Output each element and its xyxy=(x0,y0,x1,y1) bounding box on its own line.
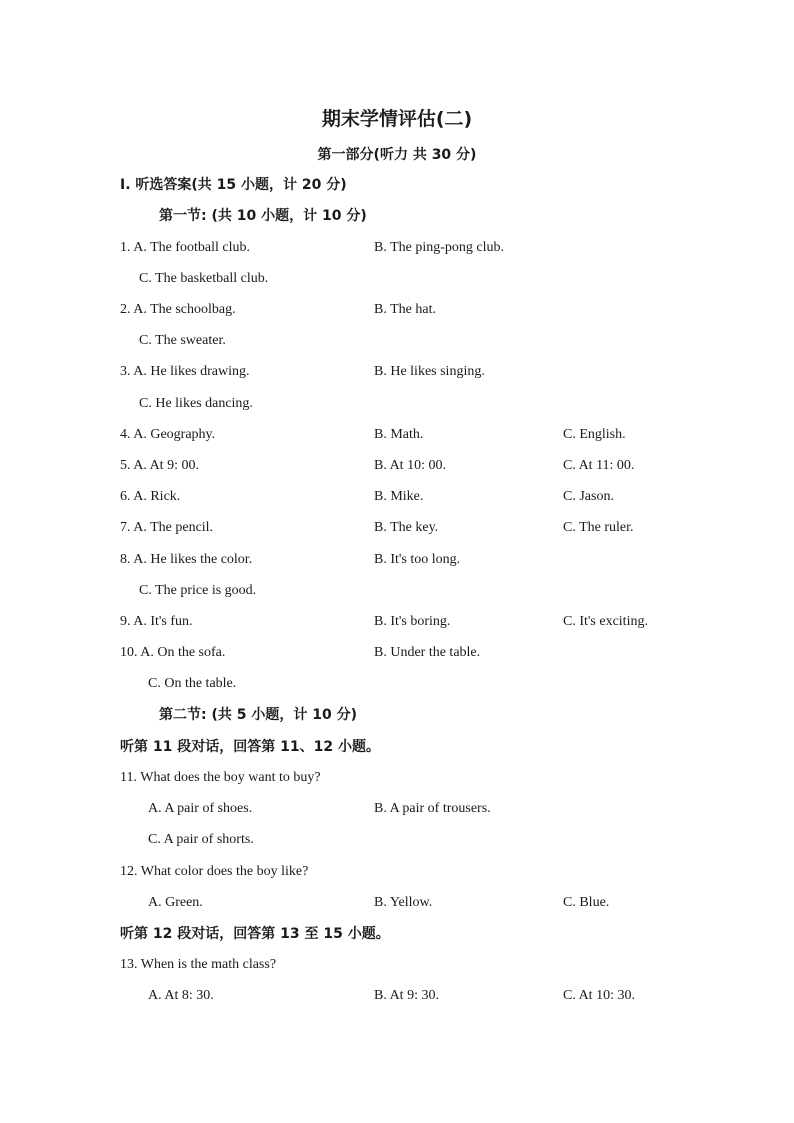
q11-option-b: B. A pair of trousers. xyxy=(374,801,491,816)
q11-option-a: A. A pair of shoes. xyxy=(148,801,253,816)
q4-option-a: 4. A. Geography. xyxy=(120,427,216,442)
q12-option-c: C. Blue. xyxy=(563,895,610,910)
q11-question: 11. What does the boy want to buy? xyxy=(120,770,321,785)
part-heading: 第一部分(听力 共 30 分) xyxy=(317,147,477,163)
q13-question: 13. When is the math class? xyxy=(120,957,277,972)
q1-option-a: 1. A. The football club. xyxy=(120,240,250,255)
q11-option-c: C. A pair of shorts. xyxy=(148,832,254,847)
q2-option-c: C. The sweater. xyxy=(139,333,226,348)
q4-option-c: C. English. xyxy=(563,427,626,442)
q10-option-a: 10. A. On the sofa. xyxy=(120,645,226,660)
dialog-instruction: 听第 11 段对话，回答第 11、12 小题。 xyxy=(120,739,380,755)
q2-option-b: B. The hat. xyxy=(374,302,436,317)
subsection-heading: 第二节: (共 5 小题，计 10 分) xyxy=(159,707,357,723)
q10-option-c: C. On the table. xyxy=(148,676,237,691)
q9-option-b: B. It's boring. xyxy=(374,614,451,629)
q5-option-c: C. At 11: 00. xyxy=(563,458,635,473)
subsection-heading: 第一节: (共 10 小题，计 10 分) xyxy=(159,208,367,224)
q8-option-c: C. The price is good. xyxy=(139,583,257,598)
q13-option-b: B. At 9: 30. xyxy=(374,988,439,1003)
q8-option-a: 8. A. He likes the color. xyxy=(120,552,253,567)
page-title: 期末学情评估(二) xyxy=(321,108,473,130)
q5-option-a: 5. A. At 9: 00. xyxy=(120,458,199,473)
q6-option-c: C. Jason. xyxy=(563,489,614,504)
q12-option-a: A. Green. xyxy=(148,895,203,910)
q6-option-b: B. Mike. xyxy=(374,489,424,504)
q8-option-b: B. It's too long. xyxy=(374,552,461,567)
q5-option-b: B. At 10: 00. xyxy=(374,458,446,473)
q13-option-a: A. At 8: 30. xyxy=(148,988,214,1003)
q9-option-a: 9. A. It's fun. xyxy=(120,614,193,629)
q1-option-b: B. The ping-pong club. xyxy=(374,240,505,255)
q13-option-c: C. At 10: 30. xyxy=(563,988,635,1003)
q10-option-b: B. Under the table. xyxy=(374,645,481,660)
q2-option-a: 2. A. The schoolbag. xyxy=(120,302,236,317)
q3-option-b: B. He likes singing. xyxy=(374,364,485,379)
q12-option-b: B. Yellow. xyxy=(374,895,433,910)
q1-option-c: C. The basketball club. xyxy=(139,271,269,286)
q9-option-c: C. It's exciting. xyxy=(563,614,648,629)
q4-option-b: B. Math. xyxy=(374,427,424,442)
q3-option-a: 3. A. He likes drawing. xyxy=(120,364,250,379)
dialog-instruction: 听第 12 段对话，回答第 13 至 15 小题。 xyxy=(120,926,390,942)
q7-option-a: 7. A. The pencil. xyxy=(120,520,214,535)
section-heading: Ⅰ. 听选答案(共 15 小题，计 20 分) xyxy=(120,177,347,193)
q7-option-b: B. The key. xyxy=(374,520,439,535)
q6-option-a: 6. A. Rick. xyxy=(120,489,181,504)
q7-option-c: C. The ruler. xyxy=(563,520,634,535)
q12-question: 12. What color does the boy like? xyxy=(120,864,309,879)
q3-option-c: C. He likes dancing. xyxy=(139,396,253,411)
